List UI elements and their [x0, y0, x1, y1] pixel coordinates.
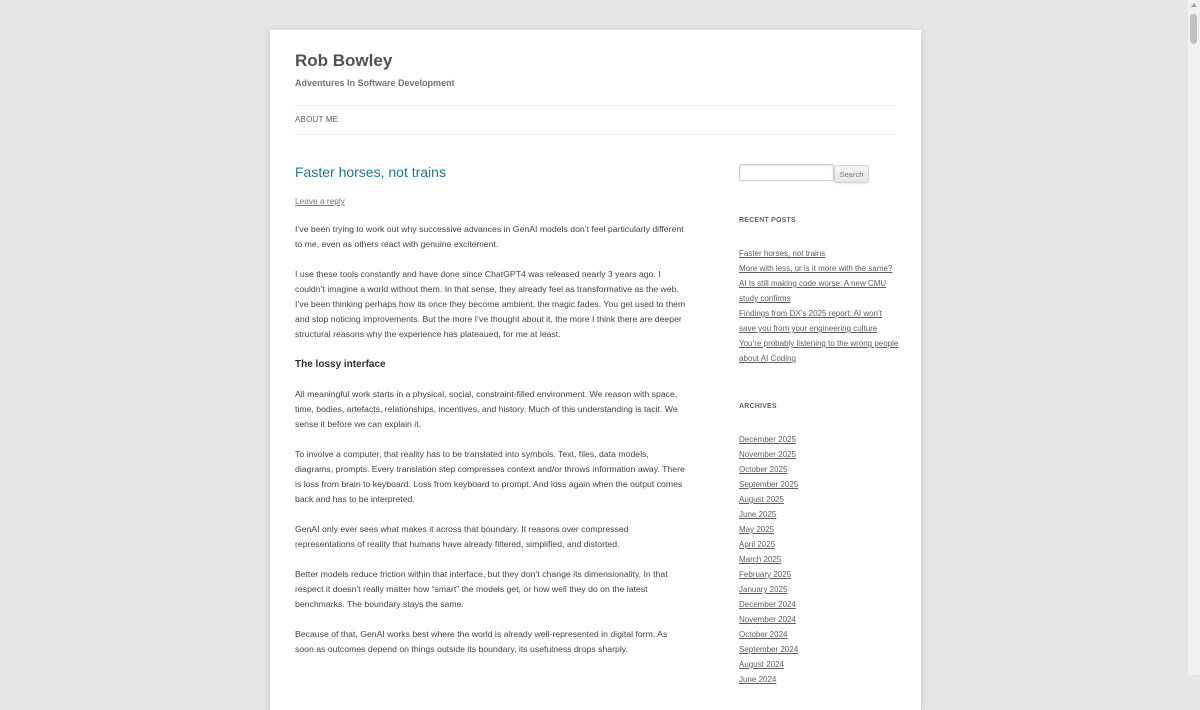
- site-description: Adventures In Software Development: [295, 78, 455, 88]
- post-title[interactable]: Faster horses, not trains: [295, 164, 446, 180]
- post-paragraph: I’ve been trying to work out why successive advances in GenAI models don’t feel particularly different to me, even as others react with genuine excitement.: [295, 224, 684, 249]
- list-item: [739, 432, 899, 447]
- recent-post-link[interactable]: Faster horses, not trains: [739, 249, 826, 258]
- recent-post-link[interactable]: AI Is still making code worse: A new CMU study confirms: [739, 279, 887, 303]
- list-item: [739, 306, 899, 336]
- list-item: [739, 612, 899, 627]
- list-item: [739, 672, 899, 687]
- list-item: [739, 582, 899, 597]
- archive-link[interactable]: January 2025: [739, 585, 788, 594]
- archives-title: ARCHIVES: [739, 403, 777, 410]
- archive-link[interactable]: April 2025: [739, 540, 776, 549]
- site-title[interactable]: Rob Bowley: [295, 51, 393, 70]
- post-paragraph: GenAI only ever sees what makes it across that boundary. It reasons over compressed representations of reality that humans have already filtered, simplified, and distorted.: [295, 524, 629, 549]
- archive-link[interactable]: March 2025: [739, 555, 782, 564]
- list-item: [739, 567, 899, 582]
- vertical-scrollbar[interactable]: [1188, 0, 1200, 675]
- archive-link[interactable]: December 2024: [739, 600, 796, 609]
- scrollbar-thumb[interactable]: [1190, 14, 1197, 44]
- recent-posts-list: [739, 246, 899, 366]
- archive-link[interactable]: October 2024: [739, 630, 788, 639]
- list-item: [739, 642, 899, 657]
- archive-link[interactable]: November 2024: [739, 615, 796, 624]
- list-item: [739, 477, 899, 492]
- list-item: [739, 276, 899, 306]
- list-item: [739, 507, 899, 522]
- post-heading: The lossy interface: [295, 359, 386, 370]
- post-paragraph: I use these tools constantly and have done since ChatGPT4 was released nearly 3 years ago. I couldn’t imagine a world without them. In that sense, they already feel as transformative as the web. I’ve been thinking perhaps how its once they become ambient, the magic fades. You get used to them and stop noticing improvements. But the more I’ve thought about it, the more I think there are deeper structural reasons why the experience has plateaued, for me at least.: [295, 269, 686, 339]
- archive-link[interactable]: October 2025: [739, 465, 788, 474]
- search-form: [739, 164, 899, 184]
- recent-post-link[interactable]: Findings from DX’s 2025 report: AI won’t save you from your engineering culture: [739, 309, 883, 333]
- recent-post-link[interactable]: More with less, or is it more with the same?: [739, 264, 893, 273]
- page-container: [270, 30, 921, 710]
- archives-list: [739, 432, 899, 687]
- archive-link[interactable]: September 2025: [739, 480, 799, 489]
- nav-item-about-me[interactable]: ABOUT ME: [295, 115, 339, 124]
- leave-reply-link[interactable]: Leave a reply: [295, 196, 345, 206]
- post-content: [295, 222, 687, 657]
- archive-link[interactable]: August 2024: [739, 660, 784, 669]
- list-item: [739, 657, 899, 672]
- archive-link[interactable]: May 2025: [739, 525, 775, 534]
- post-paragraph: Better models reduce friction within that interface, but they don’t change its dimensionality. In that respect it doesn’t really matter how “smart” the models get, or how well they do on the latest benchmarks. The boundary stays the same.: [295, 569, 668, 609]
- list-item: [739, 627, 899, 642]
- list-item: [739, 537, 899, 552]
- post-paragraph: Because of that, GenAI works best where the world is already well-represented in digital form. As soon as outcomes depend on things outside its boundary, its usefulness drops sharply.: [295, 629, 668, 654]
- list-item: [739, 492, 899, 507]
- list-item: [739, 261, 899, 276]
- archive-link[interactable]: September 2024: [739, 645, 799, 654]
- list-item: [739, 336, 899, 366]
- list-item: [739, 447, 899, 462]
- archive-link[interactable]: February 2025: [739, 570, 792, 579]
- list-item: [739, 552, 899, 567]
- archive-link[interactable]: November 2025: [739, 450, 796, 459]
- archive-link[interactable]: June 2024: [739, 675, 777, 684]
- recent-post-link[interactable]: You’re probably listening to the wrong people about AI Coding: [739, 339, 899, 363]
- list-item: [739, 462, 899, 477]
- list-item: [739, 522, 899, 537]
- archive-link[interactable]: June 2025: [739, 510, 777, 519]
- list-item: [739, 246, 899, 261]
- post-paragraph: To involve a computer, that reality has to be translated into symbols. Text, files, data models, diagrams, prompts. Every translation step compresses context and/or throws information away. There is loss from brain to keyboard. Loss from keyboard to prompt. And loss again when the output comes back and has to be interpreted.: [295, 449, 685, 504]
- search-input[interactable]: [739, 164, 834, 181]
- scroll-up-arrow-icon[interactable]: [1191, 3, 1197, 7]
- main-navigation: [295, 105, 895, 135]
- recent-posts-title: RECENT POSTS: [739, 217, 796, 224]
- search-button[interactable]: Search: [834, 165, 869, 183]
- archive-link[interactable]: August 2025: [739, 495, 784, 504]
- post-paragraph: All meaningful work starts in a physical, social, constraint-filled environment. We reason with space, time, bodies, artefacts, relationships, incentives, and history. Much of this understanding is tacit. We sense it before we can explain it.: [295, 389, 678, 429]
- list-item: [739, 597, 899, 612]
- post-article: [295, 162, 687, 672]
- sidebar: [739, 164, 899, 687]
- archive-link[interactable]: December 2025: [739, 435, 796, 444]
